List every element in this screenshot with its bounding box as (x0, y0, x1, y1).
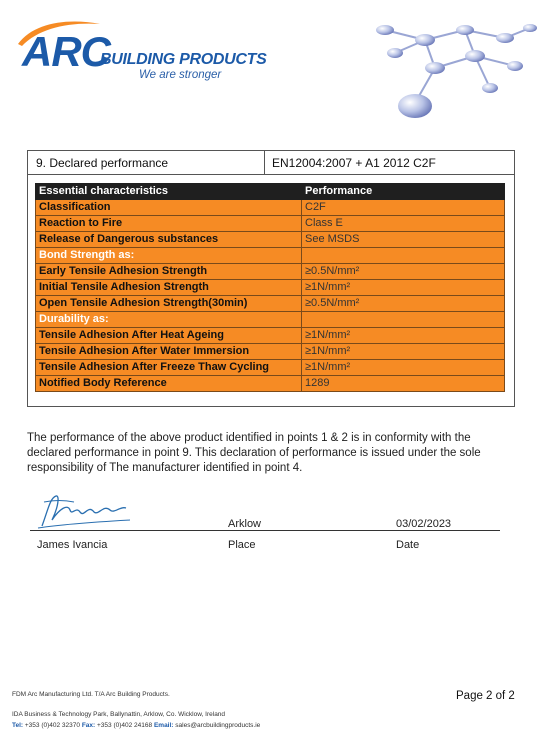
footer-company: FDM Arc Manufacturing Ltd. T/A Arc Building Products. (12, 691, 170, 698)
section-value (302, 312, 505, 328)
section-label: Durability as: (36, 312, 302, 328)
date-value: 03/02/2023 (396, 518, 452, 530)
row-value: ≥0.5N/mm² (302, 296, 505, 312)
row-value: ≥1N/mm² (302, 344, 505, 360)
row-value: 1289 (302, 376, 505, 392)
conformity-statement: The performance of the above product identified in points 1 & 2 is in conformity with the declared performance in point 9. This declaration of performance is issued under the sole responsibility of The manufacturer identified in point 4. (27, 432, 481, 474)
section-header-row (28, 151, 514, 175)
table-section-row (36, 248, 505, 264)
table-header-row (36, 184, 505, 200)
place-label: Place (228, 539, 256, 551)
row-label: Reaction to Fire (36, 216, 302, 232)
footer-contact (12, 722, 260, 729)
page-number: Page 2 of 2 (456, 690, 515, 702)
logo-brand: ARC (22, 28, 110, 75)
header-performance: Performance (302, 184, 505, 200)
row-label: Initial Tensile Adhesion Strength (36, 280, 302, 296)
row-value: See MSDS (302, 232, 505, 248)
row-label: Classification (36, 200, 302, 216)
table-row (36, 328, 505, 344)
table-row (36, 344, 505, 360)
tel-label: Tel: (12, 722, 24, 729)
row-label: Notified Body Reference (36, 376, 302, 392)
row-value: ≥1N/mm² (302, 280, 505, 296)
row-label: Release of Dangerous substances (36, 232, 302, 248)
performance-table (35, 183, 505, 392)
date-label: Date (396, 539, 420, 551)
section-title: 9. Declared performance (36, 156, 169, 170)
table-row (36, 264, 505, 280)
fax-label: Fax: (81, 722, 96, 729)
company-logo (12, 18, 267, 88)
signatory-name: James Ivancia (37, 539, 108, 551)
row-value: ≥0.5N/mm² (302, 264, 505, 280)
signature-line (30, 530, 500, 531)
table-row (36, 216, 505, 232)
email-label: Email: (153, 722, 174, 729)
footer-address: IDA Business & Technology Park, Ballynattin, Arklow, Co. Wicklow, Ireland (12, 711, 226, 718)
row-value: ≥1N/mm² (302, 360, 505, 376)
table-section-row (36, 312, 505, 328)
table-row (36, 280, 505, 296)
place-value: Arklow (228, 518, 262, 530)
row-value: C2F (302, 200, 505, 216)
signature-icon (34, 490, 134, 532)
table-row (36, 376, 505, 392)
section-label: Bond Strength as: (36, 248, 302, 264)
tel-value: +353 (0)402 32370 (24, 722, 81, 729)
section-value (302, 248, 505, 264)
row-value: ≥1N/mm² (302, 328, 505, 344)
section-standard: EN12004:2007 + A1 2012 C2F (272, 156, 436, 170)
table-row (36, 232, 505, 248)
header-characteristics: Essential characteristics (36, 184, 302, 200)
header-divider (264, 151, 265, 174)
table-row (36, 360, 505, 376)
row-label: Tensile Adhesion After Heat Ageing (36, 328, 302, 344)
fax-value: +353 (0)402 24168 (97, 722, 153, 729)
table-row (36, 296, 505, 312)
row-label: Open Tensile Adhesion Strength(30min) (36, 296, 302, 312)
table-row (36, 200, 505, 216)
row-value: Class E (302, 216, 505, 232)
network-graphic-icon (365, 8, 540, 128)
logo-name: BUILDING PRODUCTS (100, 51, 267, 68)
row-label: Tensile Adhesion After Freeze Thaw Cycling (36, 360, 302, 376)
row-label: Early Tensile Adhesion Strength (36, 264, 302, 280)
email-value: sales@arcbuildingproducts.ie (175, 722, 261, 729)
logo-tagline: We are stronger (139, 69, 222, 81)
row-label: Tensile Adhesion After Water Immersion (36, 344, 302, 360)
